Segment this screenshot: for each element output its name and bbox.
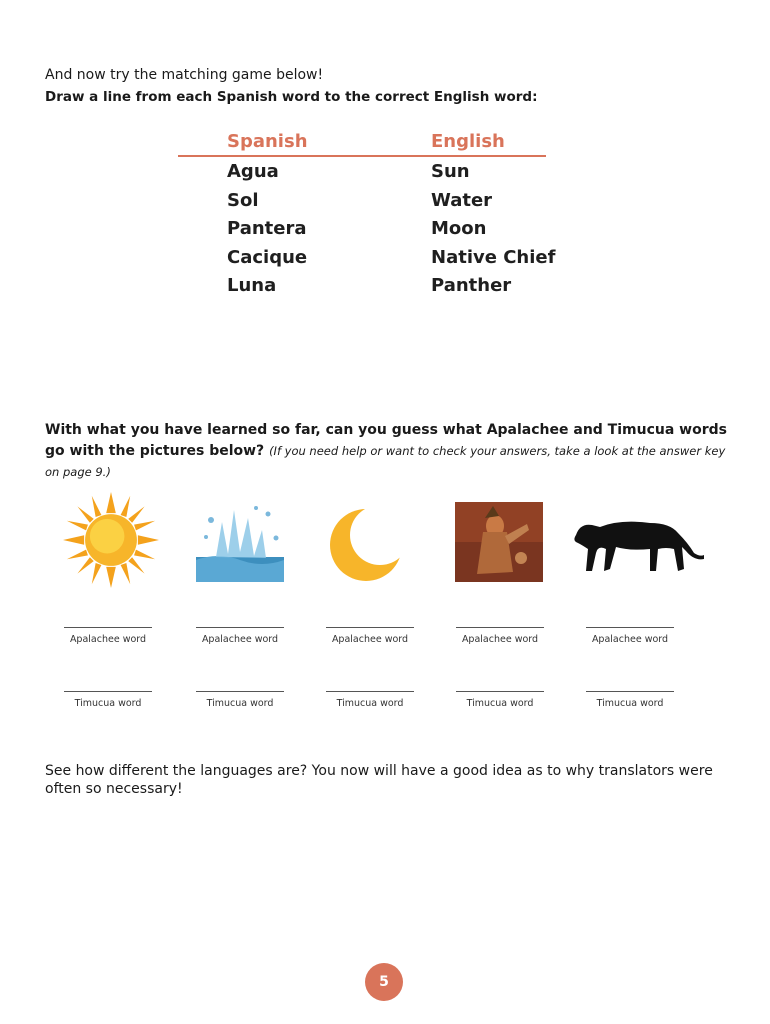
timucua-blank[interactable] bbox=[63, 691, 153, 709]
timucua-blank[interactable] bbox=[325, 691, 415, 709]
apalachee-label: Apalachee word bbox=[461, 634, 539, 645]
timucua-blank[interactable] bbox=[195, 691, 285, 709]
apalachee-blank[interactable] bbox=[585, 627, 675, 645]
apalachee-blank[interactable] bbox=[455, 627, 545, 645]
spanish-word: Cacique bbox=[227, 246, 308, 268]
apalachee-label: Apalachee word bbox=[591, 634, 669, 645]
answer-line[interactable] bbox=[196, 627, 284, 628]
water-picture bbox=[196, 502, 284, 582]
question-text bbox=[45, 420, 735, 483]
english-header: English bbox=[431, 131, 505, 152]
apalachee-blank[interactable] bbox=[325, 627, 415, 645]
spanish-word-list bbox=[227, 158, 307, 301]
english-word-list bbox=[431, 158, 555, 301]
apalachee-label: Apalachee word bbox=[201, 634, 279, 645]
intro-text: And now try the matching game below! bbox=[45, 67, 324, 83]
spanish-word: Agua bbox=[227, 161, 279, 182]
panther-picture bbox=[570, 513, 706, 579]
outro-text: See how different the languages are? You now will have a good idea as to why translators were often so necessary! bbox=[45, 763, 713, 797]
answer-line[interactable] bbox=[456, 627, 544, 628]
timucua-label: Timucua word bbox=[74, 698, 142, 709]
answer-line[interactable] bbox=[196, 691, 284, 692]
apalachee-blank[interactable] bbox=[195, 627, 285, 645]
english-word: Panther bbox=[431, 275, 512, 296]
answer-line[interactable] bbox=[456, 691, 544, 692]
timucua-blank[interactable] bbox=[585, 691, 675, 709]
timucua-blank[interactable] bbox=[455, 691, 545, 709]
english-word: Moon bbox=[431, 218, 487, 239]
question-hint: (If you need help or want to check your answers, take a look at the answer key on page 9.) bbox=[45, 444, 726, 479]
spanish-word: Pantera bbox=[227, 218, 307, 239]
answer-line[interactable] bbox=[64, 691, 152, 692]
spanish-word: Sol bbox=[227, 189, 259, 211]
answer-line[interactable] bbox=[64, 627, 152, 628]
english-word: Water bbox=[431, 189, 493, 211]
timucua-label: Timucua word bbox=[336, 698, 404, 709]
instruction-text: Draw a line from each Spanish word to the correct English word: bbox=[45, 89, 538, 105]
answer-line[interactable] bbox=[586, 627, 674, 628]
moon-picture bbox=[328, 503, 408, 583]
header-underline bbox=[178, 155, 546, 157]
spanish-header: Spanish bbox=[227, 131, 308, 152]
timucua-label: Timucua word bbox=[206, 698, 274, 709]
spanish-word: Luna bbox=[227, 275, 277, 296]
native-chief-picture bbox=[455, 502, 543, 582]
sun-picture bbox=[63, 490, 159, 590]
answer-line[interactable] bbox=[326, 627, 414, 628]
english-word: Sun bbox=[431, 161, 470, 182]
apalachee-label: Apalachee word bbox=[69, 634, 147, 645]
answer-line[interactable] bbox=[586, 691, 674, 692]
apalachee-label: Apalachee word bbox=[331, 634, 409, 645]
page-number-badge: 5 bbox=[365, 963, 403, 1001]
answer-line[interactable] bbox=[326, 691, 414, 692]
timucua-label: Timucua word bbox=[466, 698, 534, 709]
question-bold: With what you have learned so far, can you guess what Apalachee and Timucua words go with the pictures below? bbox=[45, 422, 727, 459]
english-word: Native Chief bbox=[431, 246, 556, 268]
apalachee-blank[interactable] bbox=[63, 627, 153, 645]
timucua-label: Timucua word bbox=[596, 698, 664, 709]
